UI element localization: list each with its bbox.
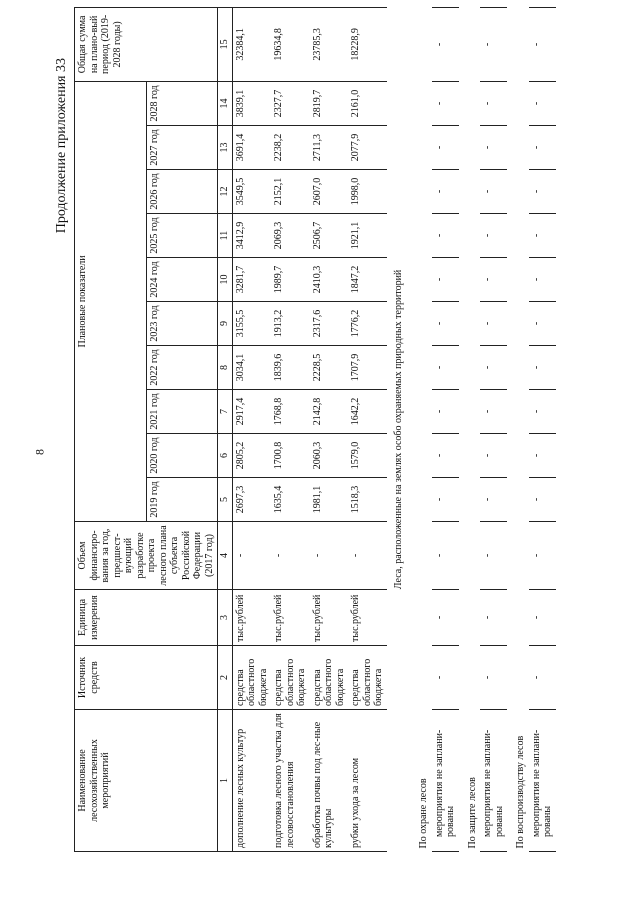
row-value: 1642,2: [348, 390, 387, 434]
row-name: подготовка лесного участка для лесовосстановления: [271, 710, 310, 852]
dash-cell: -: [432, 390, 459, 434]
dash-cell: -: [480, 522, 507, 590]
column-number: 12: [218, 170, 233, 214]
dash-cell: -: [432, 522, 459, 590]
header-year: 2020 год: [146, 434, 218, 478]
header-row-1: [75, 7, 147, 851]
row-value: 1776,2: [348, 302, 387, 346]
row-value: 3281,7: [232, 258, 271, 302]
row-value: 1921,1: [348, 214, 387, 258]
column-number: 1: [218, 710, 233, 852]
dash-cell: -: [529, 258, 556, 302]
row-value: 1839,6: [271, 346, 310, 390]
row-value: 1579,0: [348, 434, 387, 478]
row-value: 2410,3: [310, 258, 349, 302]
dash-cell: -: [529, 478, 556, 522]
dash-cell: -: [529, 126, 556, 170]
section-item: мероприятия не заплани-рованы: [529, 710, 556, 852]
header-planned: Плановые показатели: [75, 81, 147, 521]
dash-cell: -: [480, 7, 507, 81]
dash-cell: -: [480, 126, 507, 170]
dash-cell: -: [480, 478, 507, 522]
section-title: По защите лесов: [466, 777, 478, 849]
subheading-row: [387, 7, 411, 851]
header-year: 2027 год: [146, 126, 218, 170]
continuation-title: Продолжение приложения 33: [54, 58, 69, 234]
dash-cell: -: [480, 214, 507, 258]
dash-cell: -: [529, 646, 556, 710]
dash-cell: -: [432, 7, 459, 81]
row-value: 1700,8: [271, 434, 310, 478]
row-value: 1981,1: [310, 478, 349, 522]
row-total: 23785,3: [310, 7, 349, 81]
section-item-row: [480, 7, 507, 851]
row-value: 1847,2: [348, 258, 387, 302]
column-number: 10: [218, 258, 233, 302]
dash-cell: -: [529, 302, 556, 346]
dash-cell: -: [432, 258, 459, 302]
row-volume: -: [271, 522, 310, 590]
dash-cell: -: [432, 170, 459, 214]
row-value: 2805,2: [232, 434, 271, 478]
row-volume: -: [232, 522, 271, 590]
dash-cell: -: [529, 590, 556, 646]
row-value: 1635,4: [271, 478, 310, 522]
section-row: [507, 7, 529, 851]
row-value: 2506,7: [310, 214, 349, 258]
row-value: 2077,9: [348, 126, 387, 170]
section-item: мероприятия не заплани-рованы: [480, 710, 507, 852]
header-year: 2019 год: [146, 478, 218, 522]
header-total: Общая сумма на плано-вый период (2019-2028 годы): [75, 7, 218, 81]
row-total: 19634,8: [271, 7, 310, 81]
column-number: 3: [218, 590, 233, 646]
row-value: 2142,8: [310, 390, 349, 434]
dash-cell: -: [529, 390, 556, 434]
row-value: 3691,4: [232, 126, 271, 170]
header-volume: Объем финансиро-вания за год, предшест-вующий разработке проекта лесного плана субъекта Российской Федерации (2017 год): [75, 522, 218, 590]
header-unit: Единица измерения: [75, 590, 218, 646]
row-volume: -: [348, 522, 387, 590]
dash-cell: -: [529, 214, 556, 258]
row-value: 3412,9: [232, 214, 271, 258]
dash-cell: -: [432, 434, 459, 478]
table-row: [232, 7, 271, 851]
row-name: рубки ухода за лесом: [348, 710, 387, 852]
dash-cell: -: [529, 346, 556, 390]
dash-cell: -: [480, 81, 507, 125]
dash-cell: -: [529, 434, 556, 478]
row-unit: тыс.рублей: [271, 590, 310, 646]
row-value: 3549,5: [232, 170, 271, 214]
section-item: мероприятия не заплани-рованы: [432, 710, 459, 852]
header-year: 2021 год: [146, 390, 218, 434]
header-year: 2026 год: [146, 170, 218, 214]
row-unit: тыс.рублей: [348, 590, 387, 646]
column-number: 9: [218, 302, 233, 346]
section-row: [410, 7, 432, 851]
row-value: 1989,7: [271, 258, 310, 302]
row-value: 2238,2: [271, 126, 310, 170]
column-number: 8: [218, 346, 233, 390]
column-number: 7: [218, 390, 233, 434]
row-value: 1518,3: [348, 478, 387, 522]
row-value: 2060,3: [310, 434, 349, 478]
subheading: Леса, расположенные на землях особо охраняемых природных территорий: [392, 269, 404, 590]
table-row: [310, 7, 349, 851]
row-value: 2228,5: [310, 346, 349, 390]
dash-cell: -: [480, 258, 507, 302]
row-source: средства областного бюджета: [271, 646, 310, 710]
column-number: 2: [218, 646, 233, 710]
column-number: 14: [218, 81, 233, 125]
row-name: обработка почвы под лес-ные культуры: [310, 710, 349, 852]
row-total: 32384,1: [232, 7, 271, 81]
dash-cell: -: [529, 7, 556, 81]
dash-cell: -: [432, 302, 459, 346]
dash-cell: -: [480, 170, 507, 214]
column-number: 15: [218, 7, 233, 81]
row-value: 2317,6: [310, 302, 349, 346]
rotated-page: [50, 14, 590, 852]
row-value: 2607,0: [310, 170, 349, 214]
dash-cell: -: [432, 478, 459, 522]
row-value: 3034,1: [232, 346, 271, 390]
header-year: 2023 год: [146, 302, 218, 346]
row-volume: -: [310, 522, 349, 590]
row-value: 2161,0: [348, 81, 387, 125]
row-value: 1913,2: [271, 302, 310, 346]
header-activity: Наименование лесохозяйственных мероприятий: [75, 710, 218, 852]
row-value: 2697,3: [232, 478, 271, 522]
dash-cell: -: [529, 81, 556, 125]
dash-cell: -: [432, 646, 459, 710]
dash-cell: -: [480, 346, 507, 390]
row-value: 2152,1: [271, 170, 310, 214]
row-value: 1998,0: [348, 170, 387, 214]
row-source: средства областного бюджета: [232, 646, 271, 710]
dash-cell: -: [529, 170, 556, 214]
header-year: 2028 год: [146, 81, 218, 125]
row-source: средства областного бюджета: [310, 646, 349, 710]
dash-cell: -: [480, 434, 507, 478]
row-total: 18228,9: [348, 7, 387, 81]
section-item-row: [432, 7, 459, 851]
row-value: 2069,3: [271, 214, 310, 258]
row-value: 1768,8: [271, 390, 310, 434]
dash-cell: -: [480, 390, 507, 434]
row-value: 3155,5: [232, 302, 271, 346]
section-row: [459, 7, 481, 851]
dash-cell: -: [432, 81, 459, 125]
column-number: 13: [218, 126, 233, 170]
header-year: 2024 год: [146, 258, 218, 302]
column-number: 6: [218, 434, 233, 478]
row-value: 3839,1: [232, 81, 271, 125]
dash-cell: -: [432, 126, 459, 170]
header-source: Источник средств: [75, 646, 218, 710]
financing-table: [74, 7, 556, 852]
dash-cell: -: [432, 590, 459, 646]
dash-cell: -: [529, 522, 556, 590]
column-number: 11: [218, 214, 233, 258]
page-number: 8: [32, 449, 47, 455]
dash-cell: -: [432, 214, 459, 258]
column-number: 5: [218, 478, 233, 522]
column-number: 4: [218, 522, 233, 590]
dash-cell: -: [480, 646, 507, 710]
row-value: 1707,9: [348, 346, 387, 390]
dash-cell: -: [480, 590, 507, 646]
row-value: 2819,7: [310, 81, 349, 125]
row-value: 2327,7: [271, 81, 310, 125]
row-name: дополнение лесных культур: [232, 710, 271, 852]
column-number-row: [218, 7, 233, 851]
header-year: 2022 год: [146, 346, 218, 390]
dash-cell: -: [432, 346, 459, 390]
row-value: 2917,4: [232, 390, 271, 434]
table-row: [348, 7, 387, 851]
section-title: По охране лесов: [418, 778, 429, 849]
row-unit: тыс.рублей: [232, 590, 271, 646]
header-year: 2025 год: [146, 214, 218, 258]
row-source: средства областного бюджета: [348, 646, 387, 710]
section-item-row: [529, 7, 556, 851]
row-value: 2711,3: [310, 126, 349, 170]
section-title: По воспроизводству лесов: [515, 735, 526, 849]
dash-cell: -: [480, 302, 507, 346]
row-unit: тыс.рублей: [310, 590, 349, 646]
table-row: [271, 7, 310, 851]
